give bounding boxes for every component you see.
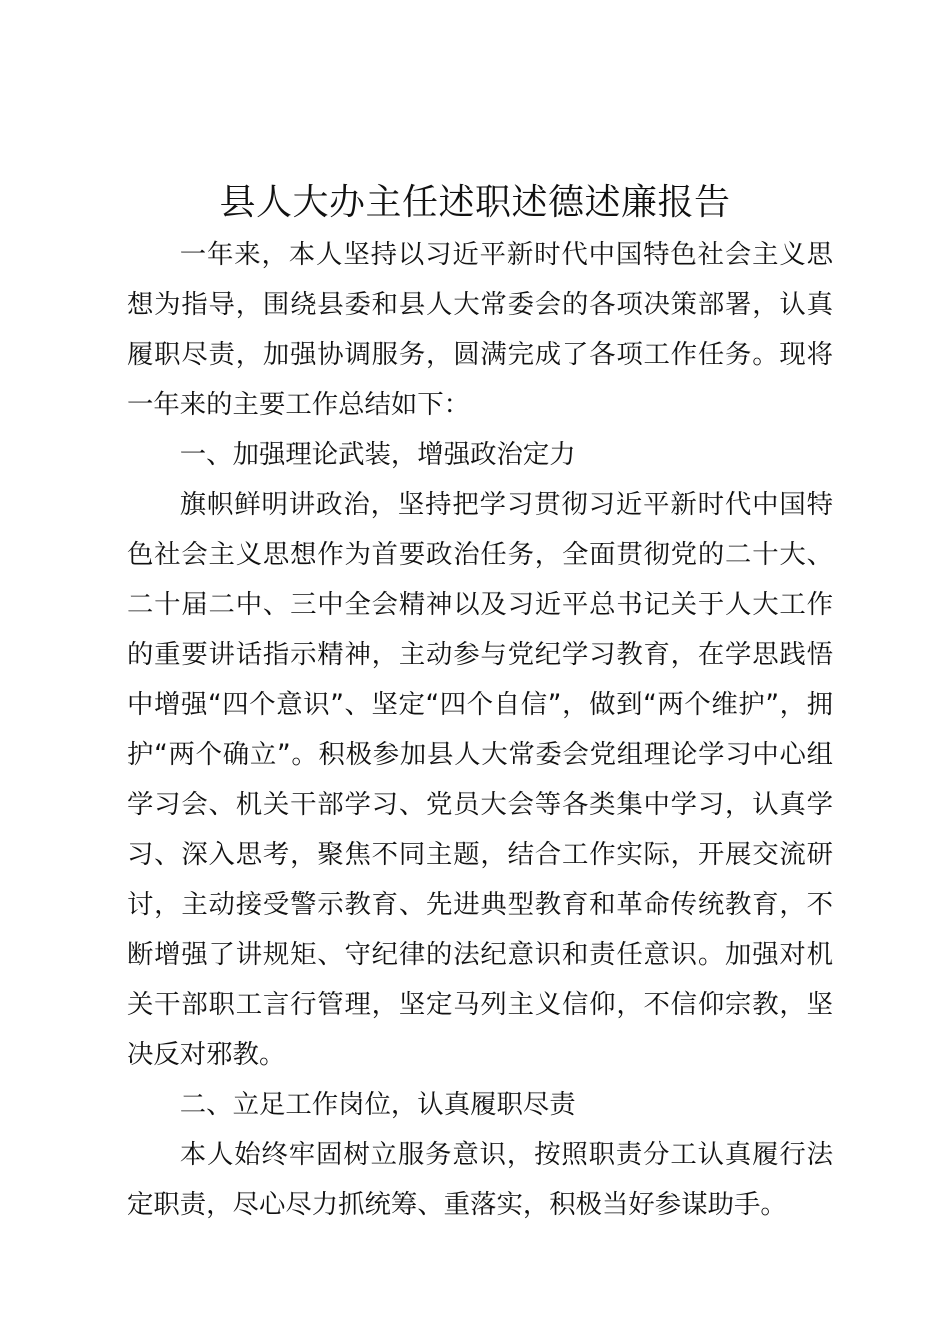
paragraph-intro: 一年来，本人坚持以习近平新时代中国特色社会主义思想为指导，围绕县委和县人大常委会的各项决策部署，认真履职尽责，加强协调服务，圆满完成了各项工作任务。现将一年来的主要工作总结如下： bbox=[127, 239, 833, 420]
document-title: 县人大办主任述职述德述廉报告 bbox=[219, 182, 731, 223]
section-heading-2: 二、立足工作岗位，认真履职尽责 bbox=[179, 1089, 576, 1120]
paragraph-section-2: 本人始终牢固树立服务意识，按照职责分工认真履行法定职责，尽心尽力抓统筹、重落实，积极当好参谋助手。 bbox=[127, 1139, 833, 1220]
section-heading-1: 一、加强理论武装，增强政治定力 bbox=[179, 439, 576, 470]
document-body bbox=[127, 230, 833, 1230]
paragraph-section-1: 旗帜鲜明讲政治，坚持把学习贯彻习近平新时代中国特色社会主义思想作为首要政治任务，全面贯彻党的二十大、二十届二中、三中全会精神以及习近平总书记关于人大工作的重要讲话指示精神，主动参与党纪学习教育，在学思践悟中增强“四个意识”、坚定“四个自信”，做到“两个维护”，拥护“两个确立”。积极参加县人大常委会党组理论学习中心组学习会、机关干部学习、党员大会等各类集中学习，认真学习、深入思考，聚焦不同主题，结合工作实际，开展交流研讨，主动接受警示教育、先进典型教育和革命传统教育，不断增强了讲规矩、守纪律的法纪意识和责任意识。加强对机关干部职工言行管理，坚定马列主义信仰，不信仰宗教，坚决反对邪教。 bbox=[127, 489, 833, 1070]
